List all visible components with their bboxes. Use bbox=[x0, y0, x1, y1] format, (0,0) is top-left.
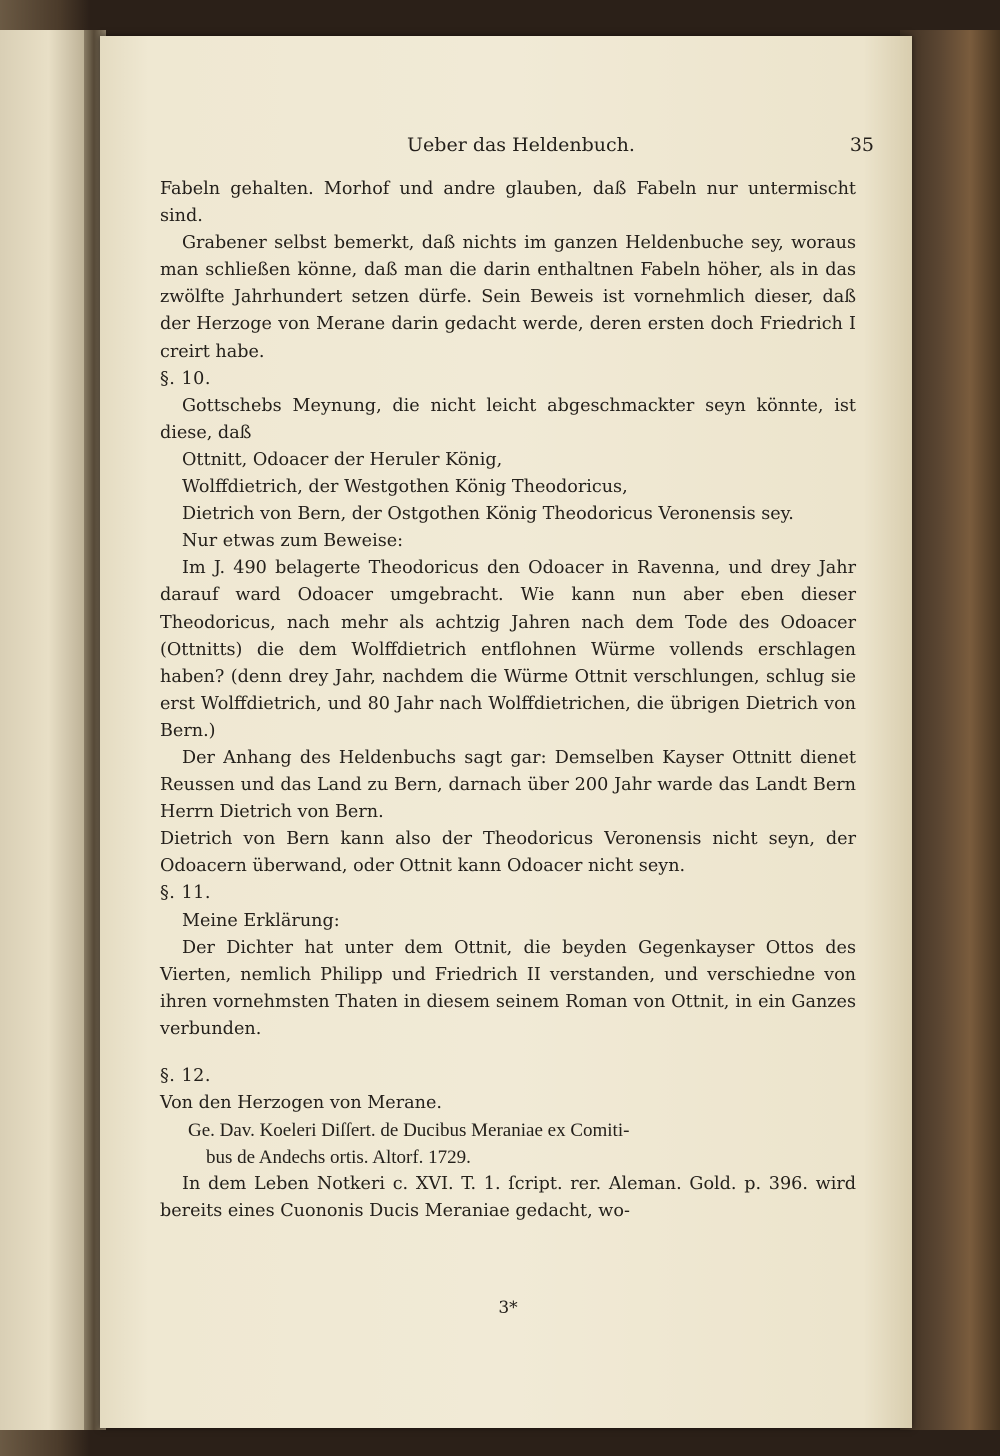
section-heading-10: §. 10. bbox=[160, 368, 211, 389]
paragraph: Gottschebs Meynung, die nicht leicht abgeschmackter seyn könnte, ist diese, daß bbox=[160, 395, 856, 443]
section-heading-12: §. 12. bbox=[160, 1066, 211, 1086]
paragraph: Grabener selbst bemerkt, daß nichts im ganzen Heldenbuche sey, woraus man schließen könne, daß man die darin enthaltnen Fabeln höher, als in das zwölfte Jahrhundert setzen dürfe. Sein Beweis ist vornehmlich dieser, daß der Herzoge von Merane darin gedacht werde, deren ersten doch Friedrich I creirt habe. bbox=[160, 233, 856, 362]
bibliographic-reference-continued: bus de Andechs ortis. Altorf. 1729. bbox=[206, 1147, 471, 1169]
paragraph: Im J. 490 belagerte Theodoricus den Odoacer in Ravenna, und drey Jahr darauf ward Odoacer umgebracht. Wie kann nun aber eben dieser Theodoricus, nach mehr als achtzig Jahren nach dem Tode des Odoacer (Ottnitts) die dem Wolffdietrich entflohnen Würme vollends erschlagen haben? (denn drey Jahr, nachdem die Würme Ottnit verschlungen, schlug sie erst Wolffdietrich, und 80 Jahr nach Wolffdietrichen, die übrigen Dietrich von Bern.) bbox=[160, 558, 856, 741]
paragraph: Meine Erklärung: bbox=[182, 910, 340, 931]
list-item: Ottnitt, Odoacer der Heruler König, bbox=[182, 449, 503, 470]
list-item: Dietrich von Bern, der Ostgothen König Theodoricus Veronensis sey. bbox=[182, 504, 794, 525]
page-number: 35 bbox=[849, 134, 874, 156]
paragraph: Der Anhang des Heldenbuchs sagt gar: Demselben Kayser Ottnitt dienet Reussen und das Land zu Bern, darnach über 200 Jahr warde das Landt Bern Herrn Dietrich von Bern. bbox=[160, 747, 856, 823]
section-subheading: Von den Herzogen von Merane. bbox=[160, 1093, 442, 1114]
page-header bbox=[160, 134, 882, 160]
paragraph: Der Dichter hat unter dem Ottnit, die beyden Gegenkayser Ottos des Vierten, nemlich Philipp und Friedrich II verstanden, und verschiedne von ihren vornehmsten Thaten in diesem seinem Roman von Ottnit, in ein Ganzes verbunden. bbox=[160, 937, 856, 1039]
running-title: Ueber das Heldenbuch. bbox=[407, 134, 635, 156]
signature-mark: 3* bbox=[498, 1298, 518, 1318]
paragraph: Dietrich von Bern kann also der Theodoricus Veronensis nicht seyn, der Odoacern überwand, oder Ottnit kann Odoacer nicht seyn. bbox=[160, 829, 856, 877]
paragraph: In dem Leben Notkeri c. XVI. T. 1. ſcript. rer. Aleman. Gold. p. 396. wird bereits eines Cuononis Ducis Meraniae gedacht, wo- bbox=[160, 1174, 856, 1222]
paragraph: Nur etwas zum Beweise: bbox=[182, 531, 404, 552]
bibliographic-reference: Ge. Dav. Koeleri Diſſert. de Ducibus Meraniae ex Comiti- bbox=[188, 1120, 630, 1142]
list-item: Wolffdietrich, der Westgothen König Theodoricus, bbox=[182, 477, 628, 498]
book-cover-edge bbox=[900, 30, 1000, 1430]
page-body bbox=[160, 176, 856, 1226]
section-heading-11: §. 11. bbox=[160, 883, 211, 904]
facing-page-edge bbox=[0, 30, 88, 1430]
paragraph: Fabeln gehalten. Morhof und andre glauben, daß Fabeln nur untermischt sind. bbox=[160, 179, 856, 227]
book-page bbox=[100, 36, 912, 1428]
